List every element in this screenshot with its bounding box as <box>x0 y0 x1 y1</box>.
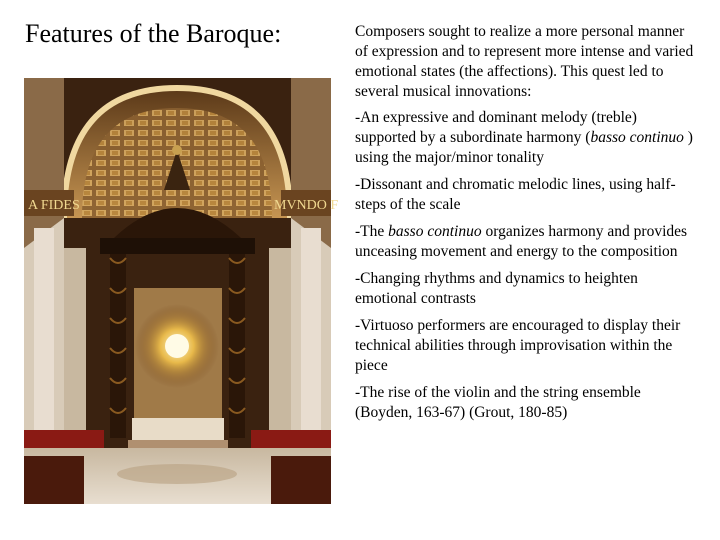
bullet-rhythms: -Changing rhythms and dynamics to heighten emotional contrasts <box>355 270 638 307</box>
bullet-melody-emphasis: basso continuo <box>590 129 684 146</box>
bullet-melody-text-a: -An expressive and dominant melody (treble) supported by a subordinate harmony ( <box>355 109 637 146</box>
slide-title: Features of the Baroque: <box>25 19 282 48</box>
bullet-melody-text-b: ) using the major/minor tonality <box>355 129 693 166</box>
intro-paragraph: Composers sought to realize a more personal manner of expression and to represent more intense and varied emotional states (the affections). This quest led to several musical innovations: <box>355 23 694 100</box>
basilica-illustration <box>24 78 339 504</box>
bullet-basso-text-b: organizes harmony and provides unceasing movement and energy to the composition <box>355 223 688 260</box>
inscription-left: A FIDES <box>28 198 80 213</box>
bullet-basso-text-a: -The <box>355 223 389 240</box>
bullet-virtuoso: -Virtuoso performers are encouraged to display their technical abilities through improvisation within the piece <box>355 317 681 374</box>
bullet-violin: -The rise of the violin and the string ensemble (Boyden, 163-67) (Grout, 180-85) <box>355 384 641 421</box>
slide-body <box>355 22 695 430</box>
bullet-dissonance: -Dissonant and chromatic melodic lines, using half-steps of the scale <box>355 176 676 213</box>
bullet-basso-continuo <box>355 222 695 262</box>
bullet-melody <box>355 108 695 168</box>
bullet-basso-emphasis: basso continuo <box>388 223 482 240</box>
inscription-right: MVNDO F <box>274 198 339 213</box>
baroque-interior-photo <box>24 78 339 504</box>
